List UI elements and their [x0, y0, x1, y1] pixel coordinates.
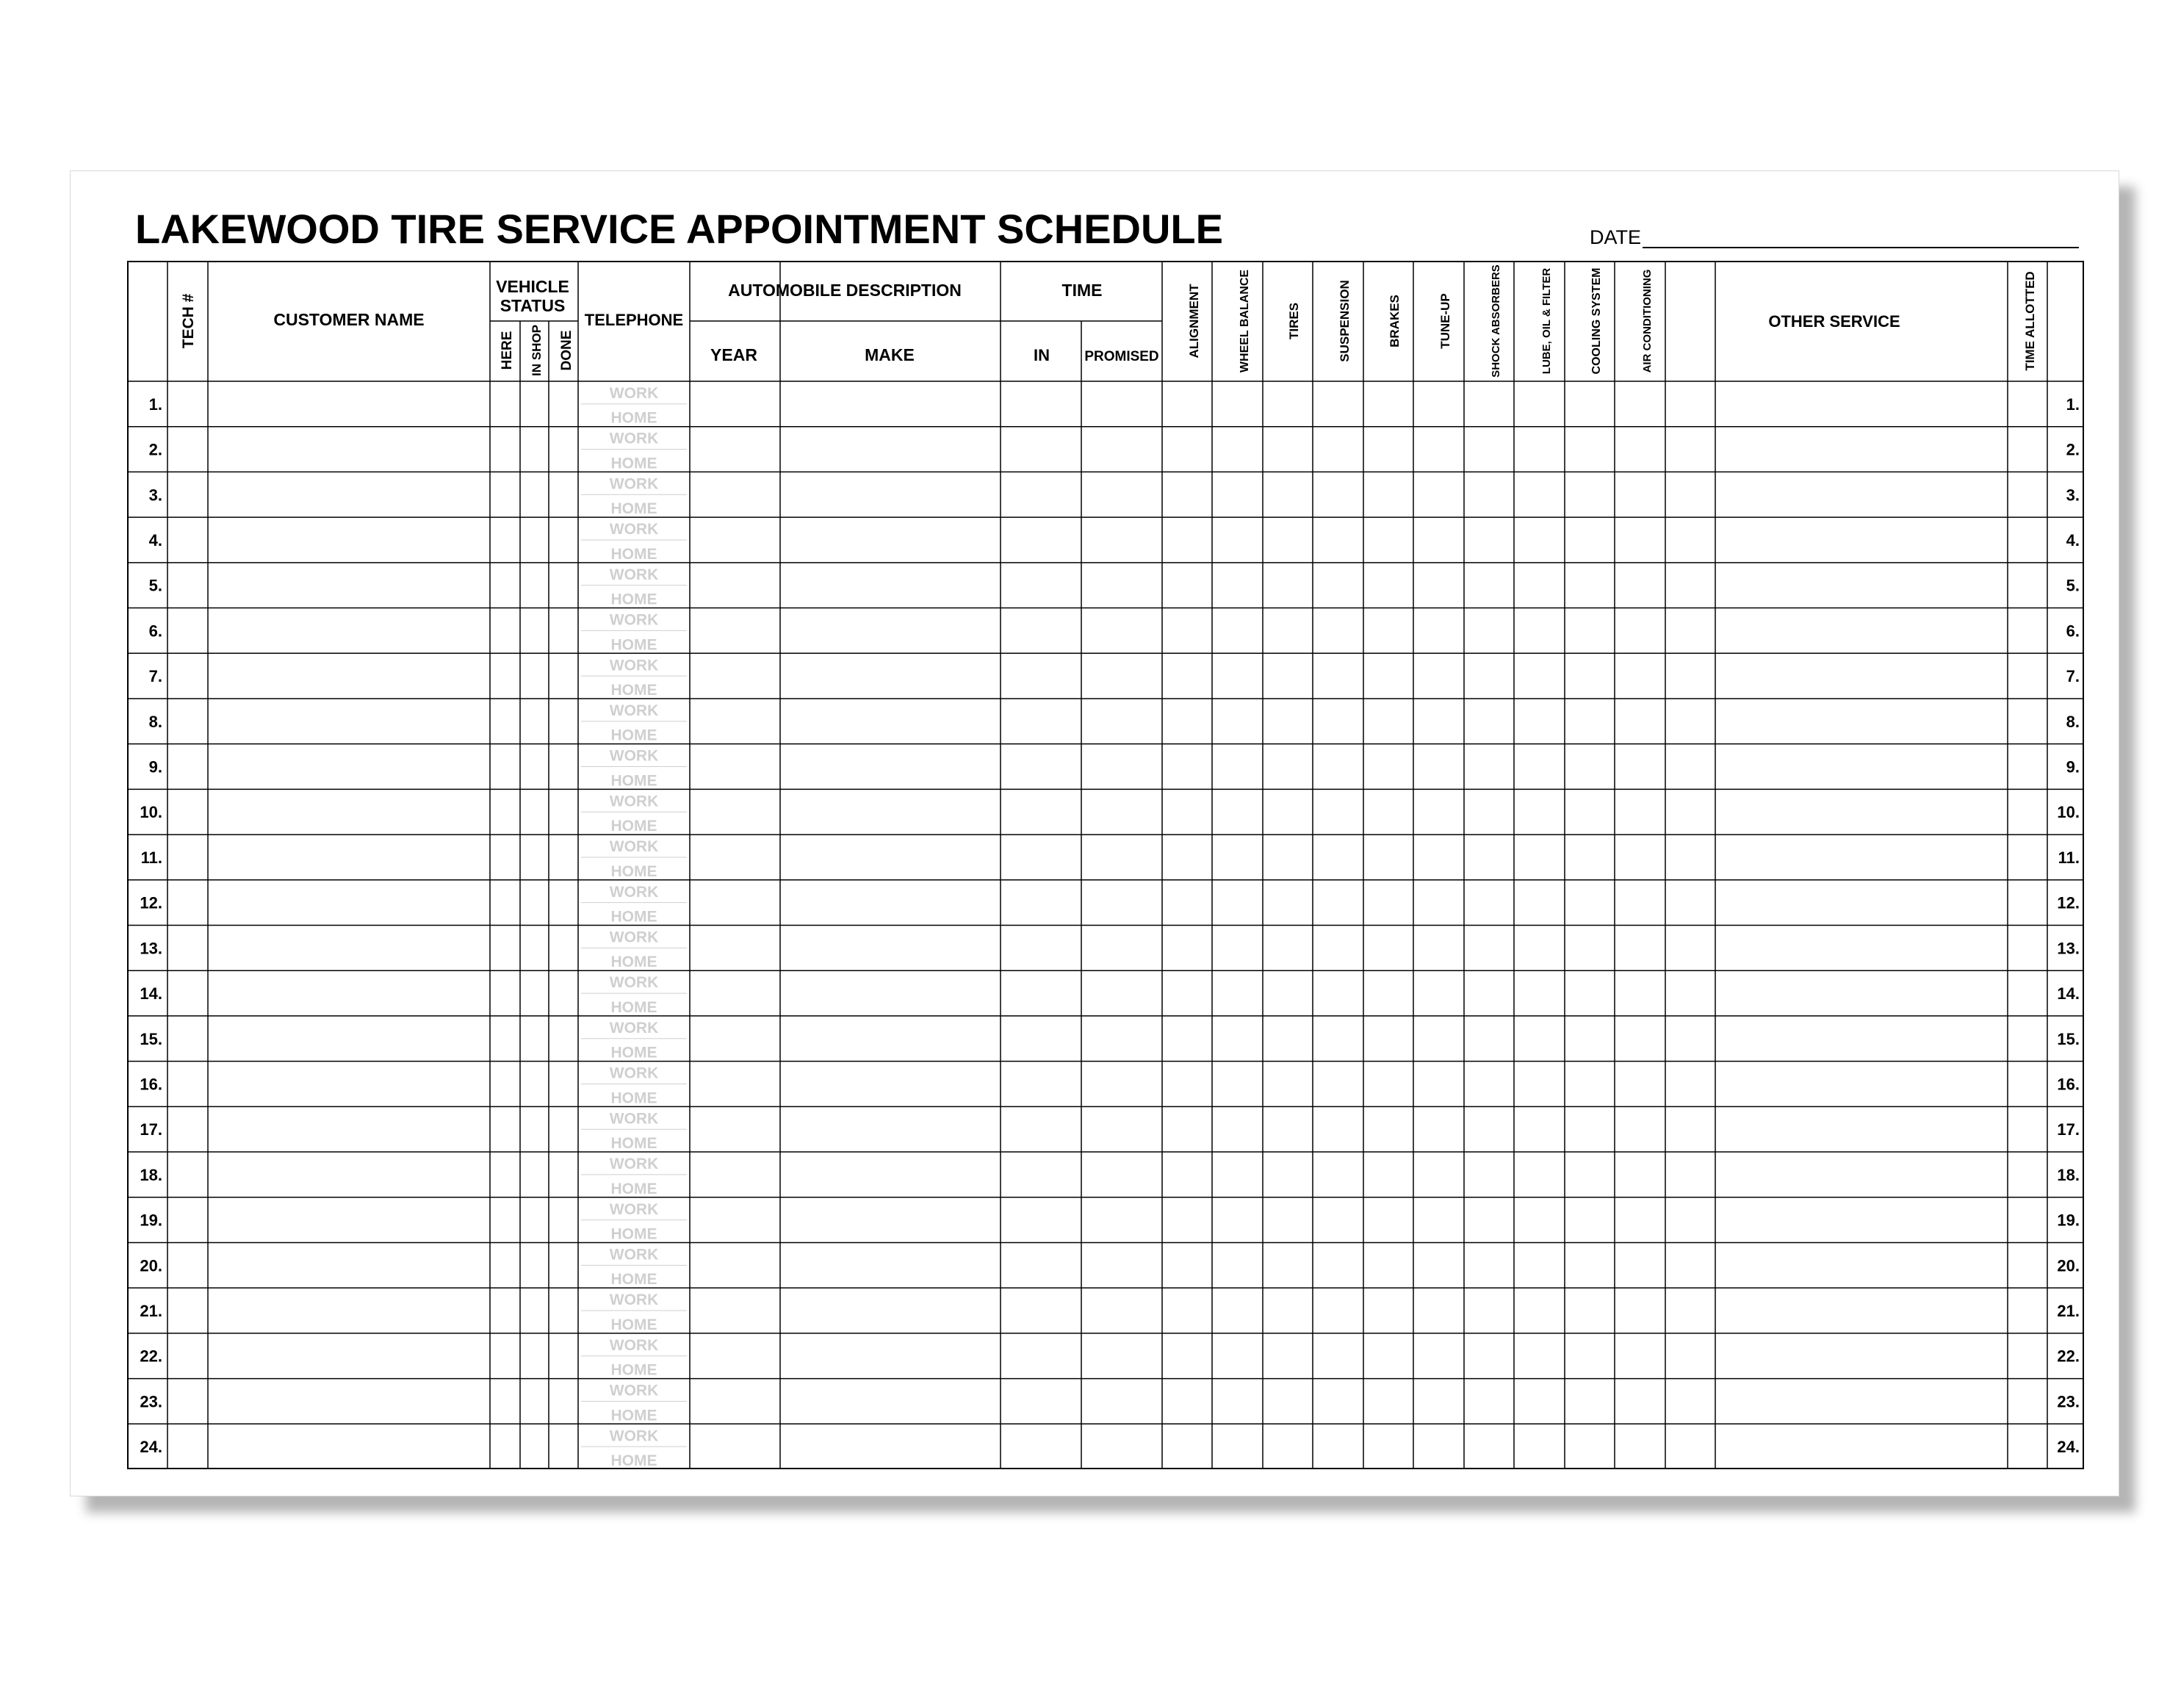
phone-home-label: HOME: [610, 1316, 657, 1333]
row-number-right: 13.: [2057, 939, 2080, 958]
header-brakes: BRAKES: [1388, 295, 1402, 347]
row-number-left: 10.: [140, 803, 162, 822]
date-label: DATE: [1590, 226, 1642, 248]
row-number-left: 14.: [140, 984, 162, 1003]
row-number-right: 3.: [2066, 486, 2080, 505]
row-number-left: 1.: [148, 394, 162, 414]
phone-work-label: WORK: [609, 1064, 659, 1082]
row-number-right: 16.: [2057, 1075, 2080, 1094]
phone-home-label: HOME: [610, 818, 657, 835]
phone-home-label: HOME: [610, 908, 657, 926]
phone-home-label: HOME: [610, 954, 657, 971]
header-in-shop: IN SHOP: [530, 325, 544, 376]
table-row: [140, 1291, 2080, 1333]
phone-work-label: WORK: [609, 883, 659, 901]
phone-work-label: WORK: [609, 1019, 659, 1037]
row-number-left: 8.: [148, 712, 162, 731]
row-number-right: 8.: [2066, 712, 2080, 731]
row-number-left: 7.: [148, 667, 162, 686]
row-number-right: 7.: [2066, 667, 2080, 686]
row-number-left: 5.: [148, 576, 162, 595]
phone-home-label: HOME: [610, 1089, 657, 1107]
header-cooling-system: COOLING SYSTEM: [1590, 267, 1603, 375]
row-number-left: 21.: [140, 1302, 162, 1321]
row-number-right: 12.: [2057, 893, 2080, 912]
phone-work-label: WORK: [609, 521, 659, 538]
phone-home-label: HOME: [610, 681, 657, 699]
phone-home-label: HOME: [610, 1361, 657, 1379]
header-automobile-description: AUTOMOBILE DESCRIPTION: [728, 281, 962, 300]
phone-home-label: HOME: [610, 545, 657, 563]
table-row: [149, 702, 2080, 744]
phone-work-label: WORK: [609, 611, 659, 629]
table-row: [149, 612, 2080, 654]
table-row: [149, 430, 2080, 472]
table-row: [149, 657, 2080, 699]
phone-home-label: HOME: [610, 727, 657, 744]
phone-work-label: WORK: [609, 475, 659, 493]
phone-home-label: HOME: [610, 409, 657, 427]
header-tune-up: TUNE-UP: [1438, 293, 1452, 349]
row-number-right: 11.: [2058, 848, 2080, 867]
phone-home-label: HOME: [610, 1044, 657, 1062]
phone-work-label: WORK: [609, 974, 659, 992]
header-time-allotted: TIME ALLOTTED: [2023, 271, 2037, 371]
row-number-right: 9.: [2066, 757, 2080, 776]
row-number-left: 2.: [148, 440, 162, 459]
header-other-service: OTHER SERVICE: [1768, 312, 1900, 331]
table-row: [140, 1246, 2080, 1288]
phone-home-label: HOME: [610, 862, 657, 880]
phone-work-label: WORK: [609, 793, 659, 810]
phone-home-label: HOME: [610, 1407, 657, 1424]
header-lube-oil-filter: LUBE, OIL & FILTER: [1540, 267, 1553, 375]
phone-work-label: WORK: [609, 1110, 659, 1128]
phone-home-label: HOME: [610, 455, 657, 472]
table-row: [140, 1427, 2080, 1469]
header-vehicle-status-line2: STATUS: [500, 296, 566, 315]
row-number-left: 16.: [140, 1075, 162, 1094]
phone-home-label: HOME: [610, 636, 657, 654]
row-number-left: 20.: [140, 1256, 162, 1275]
row-number-right: 17.: [2057, 1120, 2080, 1139]
header-suspension: SUSPENSION: [1338, 280, 1352, 362]
phone-work-label: WORK: [609, 1291, 659, 1309]
phone-home-label: HOME: [610, 772, 657, 790]
header-time: TIME: [1061, 281, 1103, 300]
table-row: [140, 884, 2080, 926]
header-customer-name: CUSTOMER NAME: [273, 310, 425, 329]
table-row: [140, 929, 2080, 971]
header-air-conditioning: AIR CONDITIONING: [1641, 269, 1654, 373]
row-number-right: 23.: [2057, 1392, 2080, 1411]
row-number-right: 20.: [2057, 1256, 2080, 1275]
phone-work-label: WORK: [609, 1200, 659, 1218]
row-number-left: 22.: [140, 1347, 162, 1366]
table-row: [140, 1383, 2080, 1424]
phone-home-label: HOME: [610, 1452, 657, 1469]
row-number-left: 3.: [148, 486, 162, 505]
header-alignment: ALIGNMENT: [1187, 284, 1201, 358]
row-number-left: 18.: [140, 1165, 162, 1184]
schedule-table: [127, 261, 2084, 1469]
phone-home-label: HOME: [610, 591, 657, 608]
table-row: [149, 521, 2080, 563]
row-number-right: 14.: [2057, 984, 2080, 1003]
table-row: [149, 385, 2080, 427]
table-row: [149, 475, 2080, 517]
header-vehicle-status-line1: VEHICLE: [496, 277, 569, 296]
table-rows: [140, 385, 2080, 1469]
table-row: [140, 1065, 2080, 1107]
phone-home-label: HOME: [610, 1225, 657, 1243]
phone-work-label: WORK: [609, 1427, 659, 1445]
row-number-left: 11.: [140, 848, 162, 867]
row-number-right: 4.: [2066, 530, 2080, 549]
phone-work-label: WORK: [609, 1156, 659, 1173]
table-row: [149, 748, 2080, 790]
table-grid-lines: [127, 261, 2084, 1469]
table-row: [140, 1156, 2080, 1197]
table-row: [140, 793, 2080, 835]
row-number-left: 12.: [140, 893, 162, 912]
phone-work-label: WORK: [609, 1336, 659, 1354]
header-shock-absorbers: SHOCK ABSORBERS: [1490, 264, 1502, 378]
phone-work-label: WORK: [609, 385, 659, 402]
phone-work-label: WORK: [609, 747, 659, 765]
row-number-right: 22.: [2057, 1347, 2080, 1366]
phone-work-label: WORK: [609, 929, 659, 946]
phone-work-label: WORK: [609, 430, 659, 447]
row-number-right: 21.: [2057, 1302, 2080, 1321]
row-number-right: 5.: [2066, 576, 2080, 595]
phone-work-label: WORK: [609, 702, 659, 719]
phone-home-label: HOME: [610, 1180, 657, 1197]
row-number-left: 15.: [140, 1029, 162, 1048]
phone-home-label: HOME: [610, 1271, 657, 1289]
form-title: LAKEWOOD TIRE SERVICE APPOINTMENT SCHEDULE: [135, 206, 1223, 252]
header-time-promised: PROMISED: [1084, 349, 1159, 364]
row-number-left: 17.: [140, 1120, 162, 1139]
phone-work-label: WORK: [609, 838, 659, 856]
phone-home-label: HOME: [610, 998, 657, 1016]
row-number-right: 15.: [2057, 1029, 2080, 1048]
row-number-right: 6.: [2066, 621, 2080, 641]
phone-work-label: WORK: [609, 1246, 659, 1264]
header-time-in: IN: [1034, 346, 1050, 364]
row-number-left: 23.: [140, 1392, 162, 1411]
row-number-right: 1.: [2066, 394, 2080, 414]
row-number-left: 24.: [140, 1438, 162, 1457]
phone-work-label: WORK: [609, 566, 659, 583]
table-row: [140, 1020, 2080, 1062]
header-here: HERE: [500, 331, 515, 370]
table-row: [140, 1201, 2080, 1243]
row-number-right: 18.: [2057, 1165, 2080, 1184]
row-number-left: 13.: [140, 939, 162, 958]
date-field-line[interactable]: [1643, 247, 2079, 248]
header-tires: TIRES: [1287, 302, 1301, 340]
table-row: [149, 566, 2080, 608]
row-number-right: 10.: [2057, 803, 2080, 822]
row-number-left: 4.: [148, 530, 162, 549]
row-number-left: 9.: [148, 757, 162, 776]
header-year: YEAR: [710, 345, 757, 364]
phone-home-label: HOME: [610, 500, 657, 518]
header-telephone: TELEPHONE: [584, 311, 684, 329]
row-number-right: 2.: [2066, 440, 2080, 459]
row-number-right: 19.: [2057, 1211, 2080, 1230]
header-make: MAKE: [865, 345, 915, 364]
table-row: [140, 1110, 2080, 1152]
phone-work-label: WORK: [609, 1382, 659, 1399]
phone-home-label: HOME: [610, 1135, 657, 1153]
header-done: DONE: [559, 330, 574, 371]
header-tech-number: TECH #: [180, 293, 197, 349]
header-wheel-balance: WHEEL BALANCE: [1239, 269, 1251, 373]
table-row: [140, 974, 2080, 1016]
row-number-left: 6.: [148, 621, 162, 641]
table-row: [140, 1337, 2080, 1379]
phone-work-label: WORK: [609, 657, 659, 674]
row-number-right: 24.: [2057, 1438, 2080, 1457]
row-number-left: 19.: [140, 1211, 162, 1230]
table-row: [141, 838, 2080, 880]
